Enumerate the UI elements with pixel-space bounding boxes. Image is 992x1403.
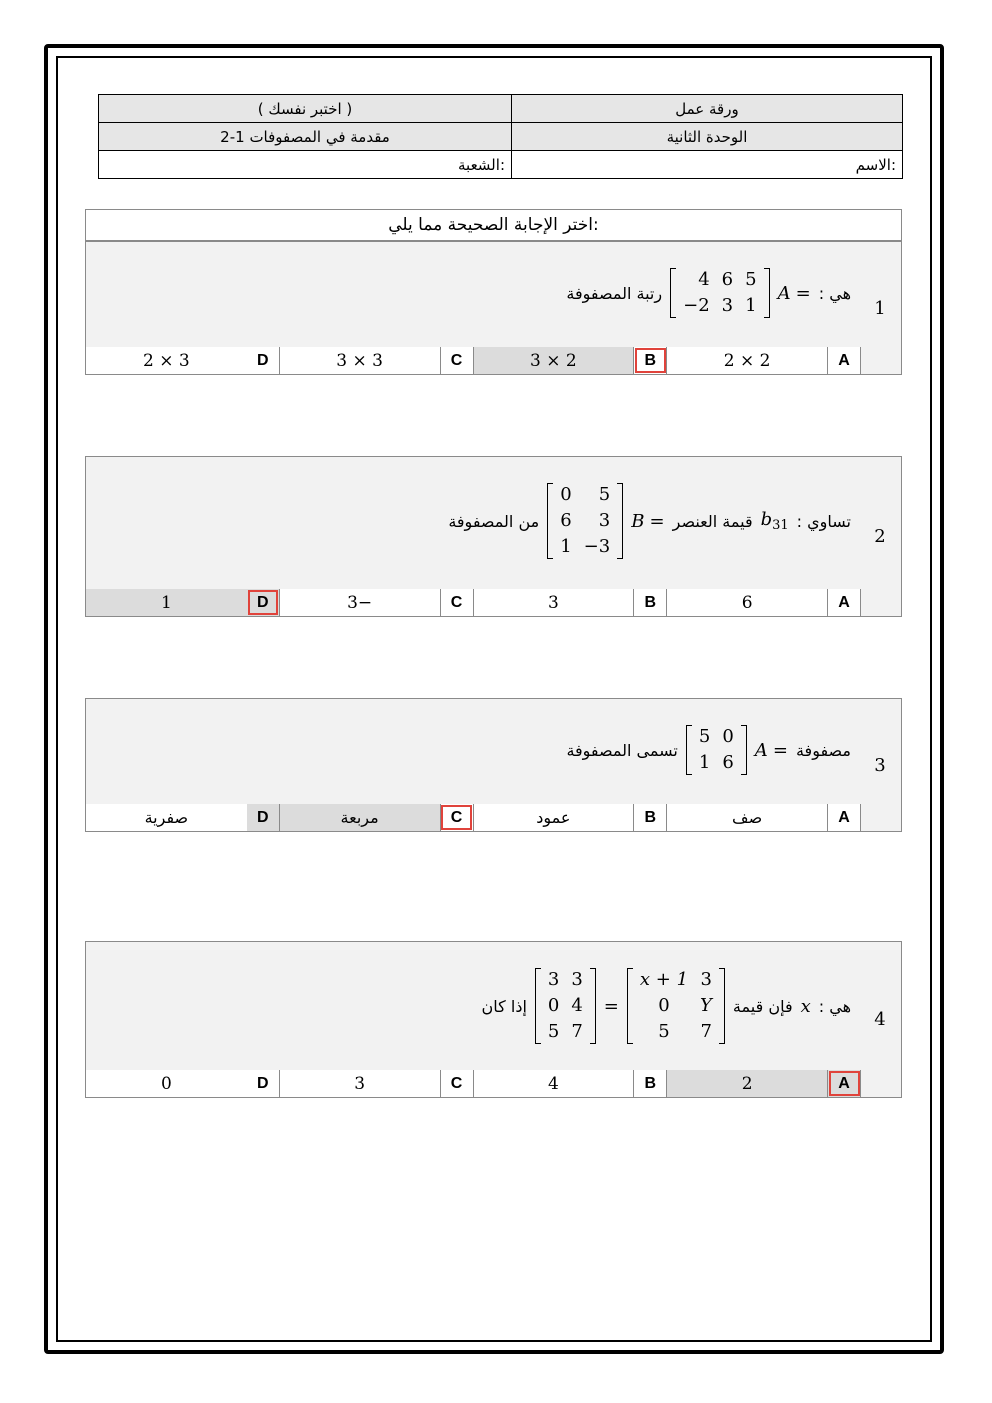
option-b[interactable]: 3 <box>473 589 634 616</box>
question-number: 4 <box>858 942 901 1097</box>
matrix-cell: 1 <box>745 295 757 316</box>
options-row <box>86 804 861 831</box>
matrix-right <box>627 968 725 1044</box>
question-body <box>86 942 859 1072</box>
matrix-cell: 1 <box>560 536 572 557</box>
matrix-cell: 0 <box>547 995 560 1016</box>
matrix-a <box>670 268 769 318</box>
option-a[interactable]: 2 <box>667 1070 828 1097</box>
option-c-letter[interactable]: C <box>440 804 473 831</box>
matrix-cell: 3 <box>700 969 712 990</box>
question-text-mid: فإن قيمة <box>732 996 793 1016</box>
option-a[interactable]: صف <box>667 804 828 831</box>
option-b[interactable]: عمود <box>473 804 634 831</box>
question-text-mid: قيمة العنصر <box>672 511 753 531</box>
option-b-letter[interactable]: B <box>634 589 667 616</box>
matrix-cell: 0 <box>658 995 670 1016</box>
matrix-cell: 3 <box>547 969 560 990</box>
matrix-cell: −2 <box>683 295 710 316</box>
question-4 <box>85 941 902 1098</box>
question-1 <box>85 241 902 375</box>
option-a[interactable]: 6 <box>667 589 828 616</box>
option-d-letter[interactable]: D <box>247 804 280 831</box>
name-field[interactable] <box>512 151 903 179</box>
options-row <box>86 589 861 616</box>
matrix-cell: 5 <box>745 269 757 290</box>
matrix-cell: 7 <box>700 1021 712 1042</box>
matrix-cell: 4 <box>571 995 583 1016</box>
question-text-end: هي : <box>818 283 851 303</box>
test-yourself-label: ( اختبر نفسك ) <box>99 95 512 123</box>
matrix-cell: 5 <box>698 726 711 747</box>
question-body <box>86 242 859 349</box>
equals-sign: = <box>603 995 619 1017</box>
matrix-cell: 3 <box>571 969 583 990</box>
option-a[interactable]: 2 × 2 <box>667 347 828 374</box>
matrix-cell: Y <box>700 995 712 1016</box>
matrix-cell: 3 <box>598 510 611 531</box>
question-text-end: تساوي : <box>796 511 851 531</box>
matrix-left <box>535 968 596 1044</box>
option-c-letter[interactable]: C <box>440 589 473 616</box>
question-3 <box>85 698 902 832</box>
element-subscript: 31 <box>772 518 789 534</box>
question-number: 2 <box>858 457 901 616</box>
option-c[interactable]: 3 <box>279 1070 440 1097</box>
matrix-cell: x + 1 <box>639 969 689 990</box>
option-c[interactable]: 3 × 3 <box>279 347 440 374</box>
options-row <box>86 347 861 374</box>
header-table <box>98 94 903 179</box>
option-b-letter[interactable]: B <box>634 347 667 374</box>
question-text: تسمى المصفوفة <box>566 740 678 760</box>
question-text-end: مصفوفة <box>795 740 851 760</box>
question-text: إذا كان <box>481 996 527 1016</box>
option-d-letter[interactable]: D <box>247 1070 280 1097</box>
question-number: 1 <box>858 242 901 374</box>
option-c-letter[interactable]: C <box>440 1070 473 1097</box>
question-text: رتبة المصفوفة <box>566 283 663 303</box>
matrix-cell: 3 <box>721 295 734 316</box>
option-a-letter[interactable]: A <box>828 804 861 831</box>
option-c-letter[interactable]: C <box>440 347 473 374</box>
option-b-letter[interactable]: B <box>634 1070 667 1097</box>
instruction: اختر الإجابة الصحيحة مما يلي: <box>85 209 902 241</box>
matrix-cell: 6 <box>721 269 734 290</box>
matrix-variable: B <box>631 510 645 532</box>
lesson-title: 2-1 مقدمة في المصفوفات <box>99 123 512 151</box>
element-symbol: b <box>760 508 773 530</box>
matrix-cell: −3 <box>583 536 611 557</box>
matrix-cell: 7 <box>571 1021 583 1042</box>
question-body <box>86 457 859 591</box>
matrix-cell: 5 <box>658 1021 670 1042</box>
option-b[interactable]: 2 × 3 <box>473 347 634 374</box>
section-label: الشعبة: <box>458 155 505 174</box>
matrix-cell: 6 <box>560 510 572 531</box>
options-row <box>86 1070 861 1097</box>
matrix-cell: 1 <box>698 752 711 773</box>
matrix-cell: 0 <box>560 484 572 505</box>
option-b[interactable]: 4 <box>473 1070 634 1097</box>
question-text-end: هي : <box>818 996 851 1016</box>
matrix-cell: 0 <box>722 726 734 747</box>
worksheet-title: ورقة عمل <box>512 95 903 123</box>
question-number: 3 <box>858 699 901 831</box>
matrix-b <box>547 483 623 559</box>
matrix-cell: 5 <box>598 484 611 505</box>
equals-sign: = <box>649 510 665 532</box>
option-a-letter[interactable]: A <box>828 1070 861 1097</box>
option-a-letter[interactable]: A <box>828 589 861 616</box>
option-d[interactable]: 3 × 2 <box>86 347 247 374</box>
matrix-variable: A <box>754 739 768 761</box>
section-field[interactable] <box>99 151 512 179</box>
variable-x: x <box>800 995 811 1017</box>
matrix-cell: 6 <box>722 752 734 773</box>
question-body <box>86 699 859 806</box>
option-c[interactable]: −3 <box>279 589 440 616</box>
matrix-variable: A <box>777 282 791 304</box>
option-b-letter[interactable]: B <box>634 804 667 831</box>
matrix-cell: 5 <box>547 1021 560 1042</box>
question-text: من المصفوفة <box>448 511 540 531</box>
equals-sign: = <box>795 282 811 304</box>
matrix-cell: 4 <box>698 269 710 290</box>
option-d-letter[interactable]: D <box>247 589 280 616</box>
option-a-letter[interactable]: A <box>828 347 861 374</box>
matrix-a <box>686 725 747 775</box>
option-d-letter[interactable]: D <box>247 347 280 374</box>
question-2 <box>85 456 902 617</box>
option-d[interactable]: صفرية <box>86 804 247 831</box>
option-c[interactable]: مربعة <box>279 804 440 831</box>
equals-sign: = <box>772 739 788 761</box>
unit-title: الوحدة الثانية <box>512 123 903 151</box>
option-d[interactable]: 0 <box>86 1070 247 1097</box>
option-d[interactable]: 1 <box>86 589 247 616</box>
name-label: الاسم: <box>855 155 896 174</box>
